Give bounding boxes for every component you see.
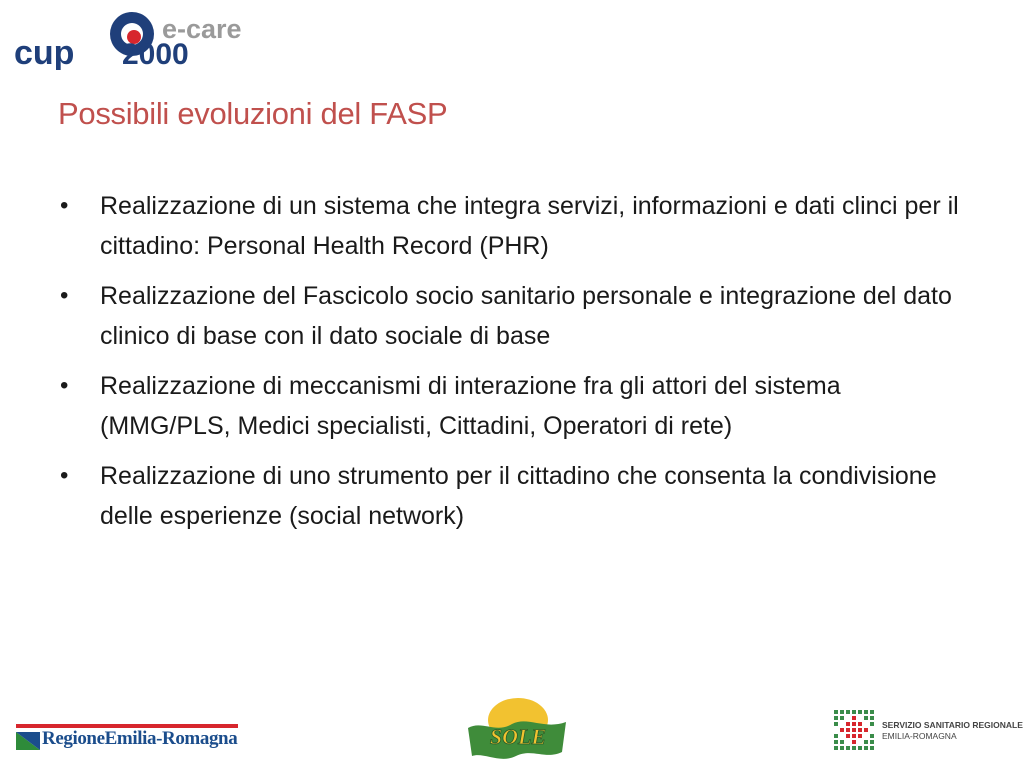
- bullet-dot-icon: •: [60, 192, 69, 219]
- regione-flag-icon: [16, 732, 40, 750]
- logo-ecare-text: e-care: [162, 14, 242, 44]
- logo-2000-text: 2000: [122, 38, 189, 70]
- bullet-item: [58, 186, 968, 266]
- ssr-grid-icon: [834, 710, 874, 750]
- bullet-dot-icon: •: [60, 372, 69, 399]
- bullet-item: [58, 366, 968, 446]
- bullet-text: Realizzazione di uno strumento per il cittadino che consenta la condivisione delle esperienze (social network): [100, 462, 937, 530]
- regione-logo-text: RegioneEmilia-Romagna: [42, 728, 238, 749]
- bullet-item: [58, 276, 968, 356]
- ssr-logo-line1: SERVIZIO SANITARIO REGIONALE: [882, 720, 1023, 730]
- sole-logo-text: SOLE: [489, 724, 547, 749]
- slide-title: Possibili evoluzioni del FASP: [58, 96, 448, 131]
- bullet-text: Realizzazione di meccanismi di interazione fra gli attori del sistema (MMG/PLS, Medici specialisti, Cittadini, Operatori di rete): [100, 372, 841, 440]
- sole-logo: [462, 694, 574, 766]
- bullet-text: Realizzazione di un sistema che integra servizi, informazioni e dati clinci per il cittadino: Personal Health Record (PHR): [100, 192, 959, 260]
- servizio-sanitario-regionale-logo: [834, 710, 1023, 754]
- regione-emilia-romagna-logo: [16, 718, 240, 760]
- cup2000-ecare-logo: [14, 8, 254, 70]
- bullet-item: [58, 456, 968, 536]
- logo-cup-text: cup: [14, 34, 75, 70]
- ssr-logo-line2: EMILIA-ROMAGNA: [882, 731, 957, 741]
- bullet-text: Realizzazione del Fascicolo socio sanitario personale e integrazione del dato clinico di base con il dato sociale di base: [100, 282, 952, 350]
- bullet-dot-icon: •: [60, 462, 69, 489]
- bullet-dot-icon: •: [60, 282, 69, 309]
- bullet-list: [58, 186, 968, 546]
